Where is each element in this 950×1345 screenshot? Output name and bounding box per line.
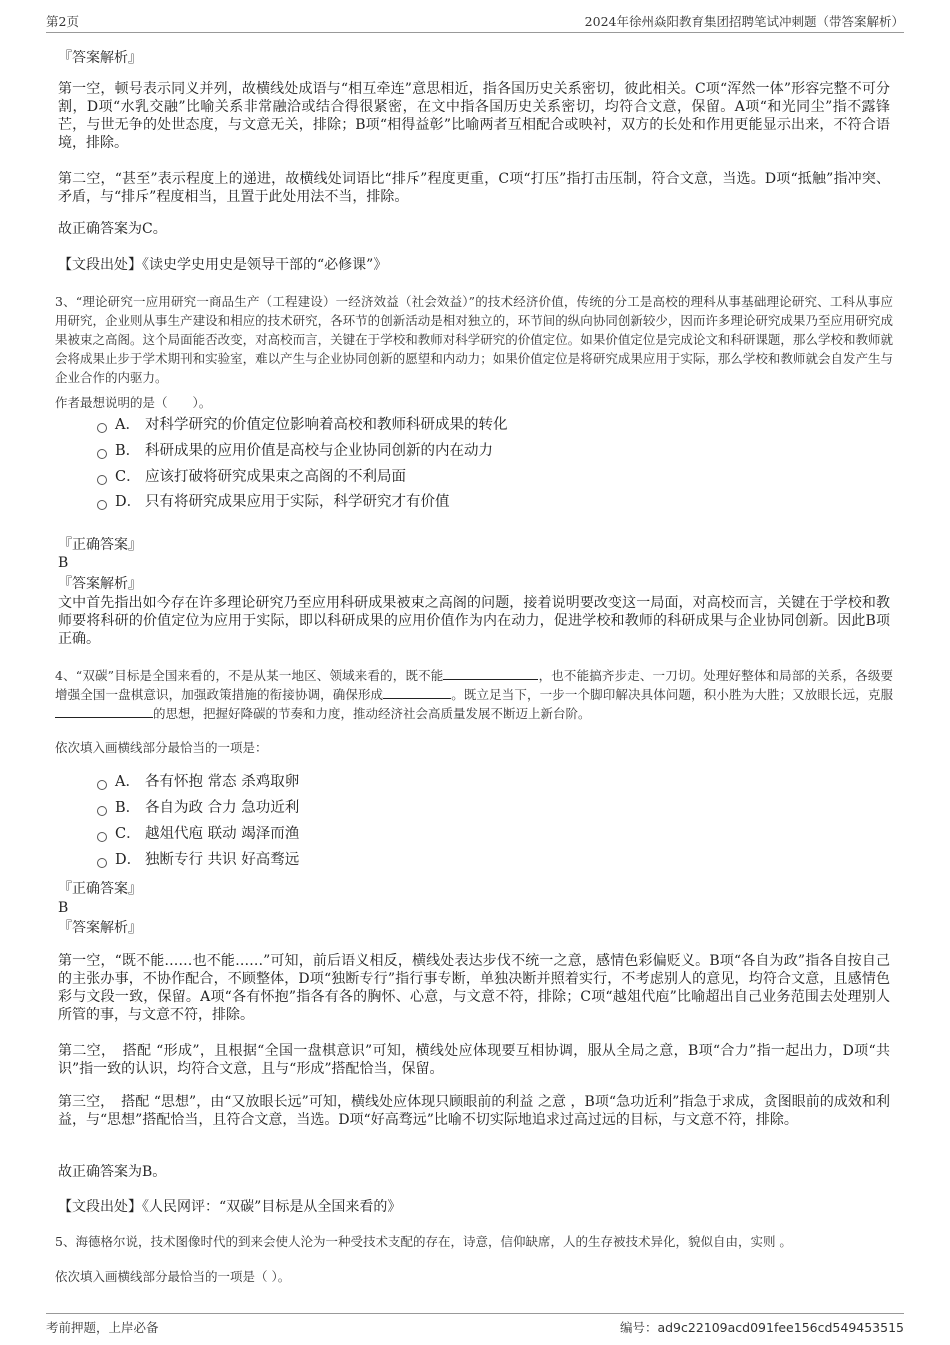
q3-stem: 3、“理论研究一应用研究一商品生产（工程建设）一经济效益（社会效益）”的技术经济价值，传统的分工是高校的理科从事基础理论研究、工科从事应用研究，企业则从事生产建设和相应的技术研究，各环节的创新活动是相对独立的，环节间的纵向协同创新较少，因而许多理论研究成果乃至应用研究成果被束之高阁。这个局面能否改变，对高校而言，关键在于学校和教师对科学研究的价值定位。如果价值定位是完成论文和科研课题，那么学校和教师就会将成果止步于学术期刊和实验室，难以产生与企业协同创新的愿望和内动力；如果价值定位是将研究成果应用于实际，那么学校和教师就会自发产生与企业合作的内驱力。 — [55, 294, 893, 385]
radio-icon[interactable] — [97, 832, 107, 842]
radio-icon[interactable] — [97, 780, 107, 790]
page-footer — [46, 1313, 904, 1336]
q3-question: 作者最想说明的是（ ）。 — [55, 395, 212, 410]
radio-icon[interactable] — [97, 475, 107, 485]
q3-analysis-label: 『答案解析』 — [58, 576, 142, 592]
fill-blank-1[interactable] — [443, 667, 538, 680]
q4-analysis-para2: 第二空， 搭配 “形成”，且根据“全国一盘棋意识”可知，横线处应体现要互相协调，服从全局之意，B项“合力”指一起出力，D项“共识”指一致的认识，均符合文意，且与“形成”搭配恰当，保留。 — [58, 1043, 890, 1077]
q3-answer: B — [58, 555, 69, 571]
q4-option-b[interactable]: B． 各自为政 合力 急功近利 — [97, 798, 299, 818]
q2-analysis-para1: 第一空，顿号表示同义并列，故横线处成语与“相互牵连”意思相近，指各国历史关系密切，彼此相关。C项“浑然一体”形容完整不可分割，D项“水乳交融”比喻关系非常融洽或结合得很紧密，在文中指各国历史关系密切，均符合文意，保留。A项“和光同尘”指不露锋芒，与世无争的处世态度，与文意无关，排除；B项“相得益彰”比喻两者互相配合或映衬，双方的长处和作用更能显示出来，不符合语境，排除。 — [58, 81, 890, 151]
radio-icon[interactable] — [97, 858, 107, 868]
q4-option-c[interactable]: C． 越俎代庖 联动 竭泽而渔 — [97, 824, 299, 844]
q2-source: 【文段出处】《读史学史用史是领导干部的“必修课”》 — [58, 257, 388, 273]
q4-answer: B — [58, 900, 69, 916]
q5-stem: 5、海德格尔说，技术图像时代的到来会使人沦为一种受技术支配的存在，诗意，信仰缺席，人的生存被技术异化，貌似自由，实则 。 — [55, 1234, 792, 1249]
q4-question: 依次填入画横线部分最恰当的一项是： — [55, 740, 268, 755]
q3-option-c[interactable]: C． 应该打破将研究成果束之高阁的不利局面 — [97, 467, 406, 487]
page-header — [46, 12, 904, 33]
radio-icon[interactable] — [97, 449, 107, 459]
page-number: 第2页 — [46, 14, 79, 29]
q4-source: 【文段出处】《人民网评：“双碳”目标是从全国来看的》 — [58, 1199, 402, 1215]
q2-conclusion: 故正确答案为C。 — [58, 221, 167, 237]
document-title: 2024年徐州焱阳教育集团招聘笔试冲刺题（带答案解析） — [584, 14, 904, 29]
q2-analysis-label: 『答案解析』 — [58, 50, 142, 66]
radio-icon[interactable] — [97, 423, 107, 433]
q3-option-d[interactable]: D． 只有将研究成果应用于实际，科学研究才有价值 — [97, 492, 450, 512]
q3-option-b[interactable]: B． 科研成果的应用价值是高校与企业协同创新的内在动力 — [97, 441, 493, 461]
q4-conclusion: 故正确答案为B。 — [58, 1164, 167, 1180]
q2-analysis-para2: 第二空，“甚至”表示程度上的递进，故横线处词语比“排斥”程度更重，C项“打压”指打击压制，符合文意，当选。D项“抵触”指冲突、矛盾，与“排斥”程度相当，且置于此处用法不当，排除。 — [58, 171, 890, 205]
q4-answer-label: 『正确答案』 — [58, 881, 142, 897]
q3-option-a[interactable]: A． 对科学研究的价值定位影响着高校和教师科研成果的转化 — [97, 415, 508, 435]
fill-blank-2[interactable] — [383, 686, 451, 699]
fill-blank-3[interactable] — [55, 705, 153, 718]
q4-analysis-label: 『答案解析』 — [58, 920, 142, 936]
radio-icon[interactable] — [97, 500, 107, 510]
q4-stem: 4、“双碳”目标是全国来看的，不是从某一地区、领域来看的，既不能 ，也不能搞齐步走、一刀切。处理好整体和局部的关系，各级要增强全国一盘棋意识，加强政策措施的衔接协调，确保形成 。既立足当下，一步一个脚印解决具体问题，积小胜为大胜；又放眼长远，克服的思想，把握好降碳的节奏和力度，推动经济社会高质量发展不断迈上新台阶。 — [55, 668, 893, 721]
q4-option-a[interactable]: A． 各有怀抱 常态 杀鸡取卵 — [97, 772, 299, 792]
radio-icon[interactable] — [97, 806, 107, 816]
q4-analysis-para3: 第三空， 搭配 “思想”，由“又放眼长远”可知，横线处应体现只顾眼前的利益 之意 ，B项“急功近利”指急于求成，贪图眼前的成效和利益，与“思想”搭配恰当，且符合文意，当选。D项“好高骛远”比喻不切实际地追求过高过远的目标，与文意不符，排除。 — [58, 1094, 890, 1128]
q3-answer-label: 『正确答案』 — [58, 537, 142, 553]
footer-slogan: 考前押题，上岸必备 — [46, 1320, 159, 1335]
q4-option-d[interactable]: D． 独断专行 共识 好高骛远 — [97, 850, 299, 870]
q5-question: 依次填入画横线部分最恰当的一项是（ ）。 — [55, 1269, 291, 1284]
q4-analysis-para1: 第一空，“既不能……也不能……”可知，前后语义相反，横线处表达步伐不统一之意，感情色彩偏贬义。B项“各自为政”指各自按自己的主张办事，不协作配合，不顾整体，D项“独断专行”指行事专断，单独决断并照着实行，不考虑别人的意见，均符合文意，且感情色彩与文段一致，保留。A项“各有怀抱”指各有各的胸怀、心意，与文意不符，排除；C项“越俎代庖”比喻超出自己业务范围去处理别人所管的事，与文意不符，排除。 — [58, 953, 890, 1023]
q3-analysis: 文中首先指出如今存在许多理论研究乃至应用科研成果被束之高阁的问题，接着说明要改变这一局面，对高校而言，关键在于学校和教师要将科研的价值定位为应用于实际，即以科研成果的应用价值作为内在动力，促进学校和教师的科研成果与企业协同创新。因此B项正确。 — [58, 595, 890, 647]
footer-code: 编号：ad9c22109acd091fee156cd549453515 — [619, 1320, 904, 1335]
